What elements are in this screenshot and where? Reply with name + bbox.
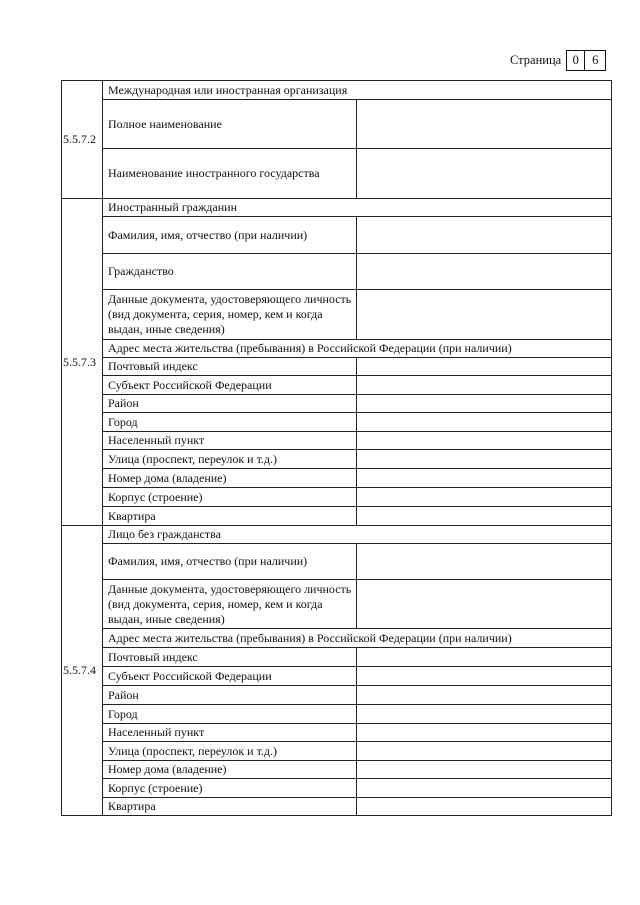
section-number: 5.5.7.3: [62, 199, 103, 526]
field-label: Фамилия, имя, отчество (при наличии): [103, 217, 357, 254]
address-row: [62, 488, 612, 507]
address-row: [62, 469, 612, 488]
address-row: [62, 667, 612, 686]
page-number-header: [510, 48, 606, 72]
field-label: Наименование иностранного государства: [103, 149, 357, 199]
section-title: Лицо без гражданства: [103, 526, 612, 544]
foreign-state-name-field[interactable]: [357, 149, 612, 199]
address-row: [62, 507, 612, 526]
field-label: Населенный пункт: [103, 724, 357, 742]
address-row: [62, 432, 612, 450]
section-title-row: [62, 81, 612, 100]
address-title-row: [62, 340, 612, 358]
page-digit-box: 0: [566, 50, 585, 71]
section-title: Международная или иностранная организация: [103, 81, 612, 100]
district-field[interactable]: [357, 395, 612, 413]
form-row: [62, 100, 612, 149]
street-field[interactable]: [357, 450, 612, 469]
region-field[interactable]: [357, 667, 612, 686]
address-row: [62, 648, 612, 667]
address-title: Адрес места жительства (пребывания) в Российской Федерации (при наличии): [103, 340, 612, 358]
field-label: Почтовый индекс: [103, 358, 357, 376]
fio-field[interactable]: [357, 544, 612, 580]
building-field[interactable]: [357, 488, 612, 507]
street-field[interactable]: [357, 742, 612, 761]
page-digit-box: 6: [585, 50, 606, 71]
field-label: Субъект Российской Федерации: [103, 376, 357, 395]
address-title-row: [62, 629, 612, 648]
field-label: Корпус (строение): [103, 488, 357, 507]
locality-field[interactable]: [357, 432, 612, 450]
full-name-field[interactable]: [357, 100, 612, 149]
city-field[interactable]: [357, 413, 612, 432]
section-title: Иностранный гражданин: [103, 199, 612, 217]
apartment-field[interactable]: [357, 798, 612, 816]
apartment-field[interactable]: [357, 507, 612, 526]
house-number-field[interactable]: [357, 469, 612, 488]
address-row: [62, 450, 612, 469]
field-label: Улица (проспект, переулок и т.д.): [103, 450, 357, 469]
field-label: Номер дома (владение): [103, 761, 357, 779]
address-row: [62, 742, 612, 761]
field-label: Корпус (строение): [103, 779, 357, 798]
field-label: Почтовый индекс: [103, 648, 357, 667]
address-row: [62, 724, 612, 742]
address-row: [62, 705, 612, 724]
section-title-row: [62, 526, 612, 544]
field-label: Город: [103, 705, 357, 724]
form-row: [62, 290, 612, 340]
district-field[interactable]: [357, 686, 612, 705]
address-row: [62, 798, 612, 816]
field-label: Полное наименование: [103, 100, 357, 149]
postal-code-field[interactable]: [357, 648, 612, 667]
region-field[interactable]: [357, 376, 612, 395]
field-label: Данные документа, удостоверяющего личность (вид документа, серия, номер, кем и когда выдан, иные сведения): [103, 580, 357, 629]
field-label: Субъект Российской Федерации: [103, 667, 357, 686]
address-title: Адрес места жительства (пребывания) в Российской Федерации (при наличии): [103, 629, 612, 648]
postal-code-field[interactable]: [357, 358, 612, 376]
field-label: Гражданство: [103, 254, 357, 290]
field-label: Район: [103, 686, 357, 705]
page-label: Страница: [510, 52, 562, 67]
field-label: Фамилия, имя, отчество (при наличии): [103, 544, 357, 580]
section-title-row: [62, 199, 612, 217]
form-row: [62, 149, 612, 199]
field-label: Улица (проспект, переулок и т.д.): [103, 742, 357, 761]
field-label: Номер дома (владение): [103, 469, 357, 488]
field-label: Квартира: [103, 798, 357, 816]
field-label: Квартира: [103, 507, 357, 526]
identity-document-field[interactable]: [357, 290, 612, 340]
field-label: Город: [103, 413, 357, 432]
citizenship-field[interactable]: [357, 254, 612, 290]
house-number-field[interactable]: [357, 761, 612, 779]
address-row: [62, 761, 612, 779]
field-label: Данные документа, удостоверяющего личность (вид документа, серия, номер, кем и когда выдан, иные сведения): [103, 290, 357, 340]
address-row: [62, 395, 612, 413]
form-row: [62, 580, 612, 629]
address-row: [62, 358, 612, 376]
identity-document-field[interactable]: [357, 580, 612, 629]
form-row: [62, 217, 612, 254]
form-table: [61, 80, 612, 816]
building-field[interactable]: [357, 779, 612, 798]
address-row: [62, 413, 612, 432]
section-number: 5.5.7.2: [62, 81, 103, 199]
field-label: Населенный пункт: [103, 432, 357, 450]
form-row: [62, 254, 612, 290]
city-field[interactable]: [357, 705, 612, 724]
address-row: [62, 376, 612, 395]
fio-field[interactable]: [357, 217, 612, 254]
locality-field[interactable]: [357, 724, 612, 742]
section-number: 5.5.7.4: [62, 526, 103, 816]
form-row: [62, 544, 612, 580]
address-row: [62, 779, 612, 798]
field-label: Район: [103, 395, 357, 413]
address-row: [62, 686, 612, 705]
